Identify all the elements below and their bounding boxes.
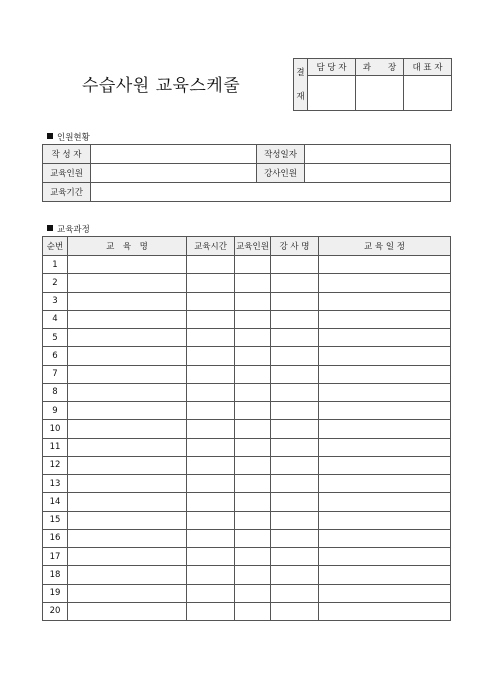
- schedule-cell[interactable]: [319, 256, 451, 274]
- instructor-cell[interactable]: [271, 329, 319, 347]
- trainees-cell[interactable]: [235, 420, 271, 438]
- course-name-cell[interactable]: [68, 584, 187, 602]
- trainees-cell[interactable]: [235, 456, 271, 474]
- hours-cell[interactable]: [187, 475, 235, 493]
- schedule-cell[interactable]: [319, 365, 451, 383]
- schedule-cell[interactable]: [319, 310, 451, 328]
- col-header-trainees: 교육인원: [235, 237, 271, 256]
- approval-label-top: 결: [296, 67, 305, 78]
- trainees-cell[interactable]: [235, 292, 271, 310]
- course-table-body: [43, 256, 451, 621]
- trainees-cell[interactable]: [235, 548, 271, 566]
- instructor-cell[interactable]: [271, 274, 319, 292]
- table-row: [43, 493, 451, 511]
- trainees-cell[interactable]: [235, 602, 271, 620]
- table-row: [43, 274, 451, 292]
- col-header-hours: 교육시간: [187, 237, 235, 256]
- trainees-cell[interactable]: [235, 347, 271, 365]
- approval-header-ceo: 대 표 자: [404, 59, 452, 76]
- approval-header-staff: 담 당 자: [308, 59, 356, 76]
- hours-cell[interactable]: [187, 402, 235, 420]
- trainees-cell[interactable]: [235, 402, 271, 420]
- row-number: 17: [43, 548, 68, 566]
- hours-cell[interactable]: [187, 493, 235, 511]
- instructor-cell[interactable]: [271, 383, 319, 401]
- row-number: 5: [43, 329, 68, 347]
- hours-cell[interactable]: [187, 420, 235, 438]
- table-row: [43, 420, 451, 438]
- author-field[interactable]: [91, 145, 257, 164]
- trainees-cell[interactable]: [235, 329, 271, 347]
- table-row: [43, 548, 451, 566]
- square-bullet-icon: [47, 225, 53, 231]
- table-row: [43, 456, 451, 474]
- hours-cell[interactable]: [187, 347, 235, 365]
- table-row: [43, 310, 451, 328]
- trainees-cell[interactable]: [235, 274, 271, 292]
- hours-cell[interactable]: [187, 511, 235, 529]
- col-header-instructor: 강 사 명: [271, 237, 319, 256]
- instructor-cell[interactable]: [271, 310, 319, 328]
- date-label: 작성일자: [257, 145, 305, 164]
- schedule-cell[interactable]: [319, 584, 451, 602]
- author-label: 작 성 자: [43, 145, 91, 164]
- schedule-cell[interactable]: [319, 329, 451, 347]
- schedule-cell[interactable]: [319, 475, 451, 493]
- table-row: [43, 511, 451, 529]
- instructor-cell[interactable]: [271, 566, 319, 584]
- schedule-cell[interactable]: [319, 347, 451, 365]
- schedule-cell[interactable]: [319, 292, 451, 310]
- schedule-cell[interactable]: [319, 566, 451, 584]
- schedule-cell[interactable]: [319, 420, 451, 438]
- trainees-field[interactable]: [91, 164, 257, 183]
- course-name-cell[interactable]: [68, 402, 187, 420]
- hours-cell[interactable]: [187, 584, 235, 602]
- course-name-cell[interactable]: [68, 493, 187, 511]
- table-row: [43, 529, 451, 547]
- instructor-cell[interactable]: [271, 256, 319, 274]
- table-row: [43, 566, 451, 584]
- row-number: 19: [43, 584, 68, 602]
- instructor-cell[interactable]: [271, 548, 319, 566]
- row-number: 12: [43, 456, 68, 474]
- table-row: [43, 383, 451, 401]
- approval-label: [294, 59, 308, 111]
- course-name-cell[interactable]: [68, 566, 187, 584]
- hours-cell[interactable]: [187, 292, 235, 310]
- hours-cell[interactable]: [187, 329, 235, 347]
- instructor-cell[interactable]: [271, 456, 319, 474]
- hours-cell[interactable]: [187, 548, 235, 566]
- table-row: [43, 329, 451, 347]
- row-number: 10: [43, 420, 68, 438]
- course-name-cell[interactable]: [68, 529, 187, 547]
- schedule-cell[interactable]: [319, 274, 451, 292]
- date-field[interactable]: [305, 145, 451, 164]
- hours-cell[interactable]: [187, 383, 235, 401]
- schedule-cell[interactable]: [319, 602, 451, 620]
- course-name-cell[interactable]: [68, 475, 187, 493]
- schedule-cell[interactable]: [319, 383, 451, 401]
- trainees-label: 교육인원: [43, 164, 91, 183]
- instructor-cell[interactable]: [271, 493, 319, 511]
- hours-cell[interactable]: [187, 256, 235, 274]
- hours-cell[interactable]: [187, 602, 235, 620]
- hours-cell[interactable]: [187, 566, 235, 584]
- course-name-cell[interactable]: [68, 365, 187, 383]
- approval-sign-ceo[interactable]: [404, 76, 452, 111]
- row-number: 14: [43, 493, 68, 511]
- trainees-cell[interactable]: [235, 511, 271, 529]
- table-row: [43, 365, 451, 383]
- period-field[interactable]: [91, 183, 451, 202]
- course-name-cell[interactable]: [68, 256, 187, 274]
- schedule-cell[interactable]: [319, 529, 451, 547]
- course-name-cell[interactable]: [68, 511, 187, 529]
- table-row: [43, 347, 451, 365]
- col-header-number: 순번: [43, 237, 68, 256]
- hours-cell[interactable]: [187, 310, 235, 328]
- course-name-cell[interactable]: [68, 292, 187, 310]
- instructor-cell[interactable]: [271, 292, 319, 310]
- trainees-cell[interactable]: [235, 256, 271, 274]
- hours-cell[interactable]: [187, 456, 235, 474]
- row-number: 2: [43, 274, 68, 292]
- schedule-cell[interactable]: [319, 511, 451, 529]
- trainees-cell[interactable]: [235, 383, 271, 401]
- instructor-cell[interactable]: [271, 602, 319, 620]
- trainees-cell[interactable]: [235, 584, 271, 602]
- trainees-cell[interactable]: [235, 566, 271, 584]
- trainees-cell[interactable]: [235, 365, 271, 383]
- section-course-title: 교육과정: [57, 225, 90, 235]
- instructor-cell[interactable]: [271, 347, 319, 365]
- hours-cell[interactable]: [187, 274, 235, 292]
- schedule-cell[interactable]: [319, 493, 451, 511]
- course-name-cell[interactable]: [68, 383, 187, 401]
- table-row: [43, 256, 451, 274]
- row-number: 4: [43, 310, 68, 328]
- table-row: [43, 438, 451, 456]
- trainees-cell[interactable]: [235, 475, 271, 493]
- trainees-cell[interactable]: [235, 310, 271, 328]
- staff-info-table: [42, 144, 451, 202]
- approval-table: [293, 58, 452, 111]
- row-number: 16: [43, 529, 68, 547]
- course-table: [42, 236, 451, 621]
- instructor-cell[interactable]: [271, 511, 319, 529]
- hours-cell[interactable]: [187, 365, 235, 383]
- course-name-cell[interactable]: [68, 438, 187, 456]
- instructors-label: 강사인원: [257, 164, 305, 183]
- schedule-cell[interactable]: [319, 548, 451, 566]
- row-number: 15: [43, 511, 68, 529]
- instructor-cell[interactable]: [271, 529, 319, 547]
- table-row: [43, 475, 451, 493]
- row-number: 20: [43, 602, 68, 620]
- course-name-cell[interactable]: [68, 310, 187, 328]
- course-name-cell[interactable]: [68, 548, 187, 566]
- table-row: [43, 292, 451, 310]
- section-staff-title: 인원현황: [57, 133, 90, 143]
- schedule-cell[interactable]: [319, 438, 451, 456]
- schedule-cell[interactable]: [319, 456, 451, 474]
- instructor-cell[interactable]: [271, 402, 319, 420]
- approval-header-manager: 과 장: [356, 59, 404, 76]
- trainees-cell[interactable]: [235, 529, 271, 547]
- schedule-cell[interactable]: [319, 402, 451, 420]
- row-number: 1: [43, 256, 68, 274]
- section-staff-heading: [47, 131, 90, 143]
- approval-sign-manager[interactable]: [356, 76, 404, 111]
- table-row: [43, 402, 451, 420]
- course-name-cell[interactable]: [68, 456, 187, 474]
- course-name-cell[interactable]: [68, 602, 187, 620]
- square-bullet-icon: [47, 133, 53, 139]
- approval-sign-staff[interactable]: [308, 76, 356, 111]
- course-name-cell[interactable]: [68, 420, 187, 438]
- table-row: [43, 602, 451, 620]
- row-number: 18: [43, 566, 68, 584]
- instructor-cell[interactable]: [271, 475, 319, 493]
- instructors-field[interactable]: [305, 164, 451, 183]
- course-name-cell[interactable]: [68, 329, 187, 347]
- instructor-cell[interactable]: [271, 420, 319, 438]
- row-number: 9: [43, 402, 68, 420]
- hours-cell[interactable]: [187, 529, 235, 547]
- instructor-cell[interactable]: [271, 438, 319, 456]
- col-header-schedule: 교 육 일 정: [319, 237, 451, 256]
- trainees-cell[interactable]: [235, 493, 271, 511]
- course-name-cell[interactable]: [68, 347, 187, 365]
- instructor-cell[interactable]: [271, 365, 319, 383]
- row-number: 13: [43, 475, 68, 493]
- row-number: 7: [43, 365, 68, 383]
- col-header-course-name: 교 육 명: [68, 237, 187, 256]
- instructor-cell[interactable]: [271, 584, 319, 602]
- row-number: 3: [43, 292, 68, 310]
- section-course-heading: [47, 223, 90, 235]
- trainees-cell[interactable]: [235, 438, 271, 456]
- row-number: 11: [43, 438, 68, 456]
- row-number: 6: [43, 347, 68, 365]
- course-name-cell[interactable]: [68, 274, 187, 292]
- row-number: 8: [43, 383, 68, 401]
- table-row: [43, 584, 451, 602]
- approval-label-bottom: 재: [296, 91, 305, 102]
- page-title: 수습사원 교육스케줄: [82, 76, 241, 96]
- period-label: 교육기간: [43, 183, 91, 202]
- hours-cell[interactable]: [187, 438, 235, 456]
